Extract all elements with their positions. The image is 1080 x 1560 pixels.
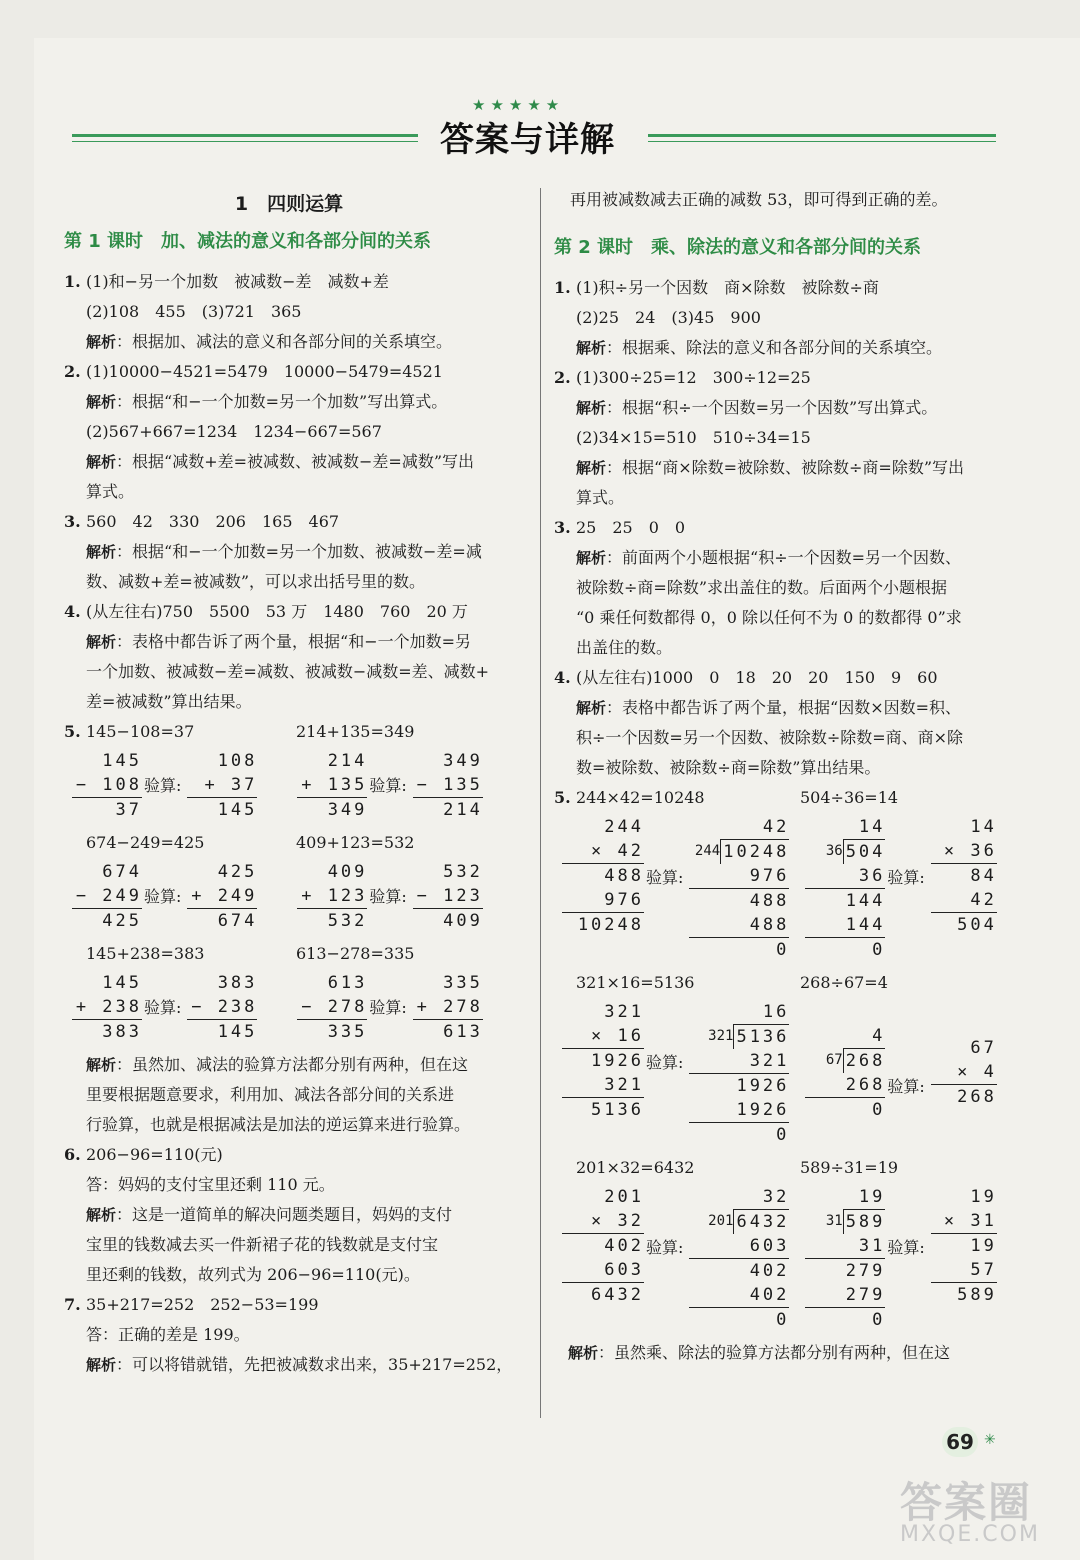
r-q3-analysis-c: “0 乘任何数都得 0，0 除以任何不为 0 的数都得 0”求 bbox=[576, 608, 962, 627]
q4-analysis-b: 一个加数、被减数−差=减数、被减数−减数=差、减数+ bbox=[86, 662, 490, 681]
multiplication-calc: 67 × 4 268 bbox=[931, 1036, 997, 1109]
r-q5-equations-1: 5. 244×42=10248 504÷36=14 bbox=[554, 788, 899, 807]
long-division: 4 67 268 268 0 bbox=[805, 1024, 885, 1122]
header-rule-right bbox=[648, 134, 996, 137]
q7-analysis: 解析：可以将错就错，先把被减数求出来，35+217=252， bbox=[86, 1355, 513, 1374]
r-q3-analysis-d: 出盖住的数。 bbox=[576, 638, 673, 657]
r-q4-answer: 4. (从左往右)1000 0 18 20 20 150 9 60 bbox=[554, 668, 938, 687]
q6-analysis-b: 宝里的钱数减去买一件新裙子花的钱数就是支付宝 bbox=[86, 1235, 439, 1254]
r-q5-row-3: 201 × 32 402 603 6432 验算: 32 201 6432 603 402 402 0 19 31 589 31 279 279 0 验算: 19 × 31 19 57 589 bbox=[562, 1185, 1000, 1332]
r-q1-answer-2: (2)25 24 (3)45 900 bbox=[576, 308, 761, 327]
r-q2-analysis-1: 解析：根据“积÷一个因数=另一个因数”写出算式。 bbox=[576, 398, 938, 417]
vertical-calc: 409 + 123 532 bbox=[297, 860, 367, 933]
vertical-calc: 108 + 37 145 bbox=[187, 749, 257, 822]
r-q4-analysis-c: 数=被除数、被除数÷商=除数”算出结果。 bbox=[576, 758, 881, 777]
long-division: 42 244 10248 976 488 488 0 bbox=[689, 815, 789, 962]
q4-answer: 4. (从左往右)750 5500 53 万 1480 760 20 万 bbox=[64, 602, 468, 621]
lesson-title-2: 第 2 课时 乘、除法的意义和各部分间的关系 bbox=[554, 237, 922, 258]
multiplication-calc: 14 × 36 84 42 504 bbox=[931, 815, 997, 937]
watermark-url: MXQE.COM bbox=[900, 1522, 1040, 1547]
q5-vertical-row-3: 145 + 238 383 验算: 383 − 238 145 613 − 278 335 验算: 335 + 278 613 bbox=[72, 971, 514, 1044]
r-q2-answer-2: (2)34×15=510 510÷34=15 bbox=[576, 428, 811, 447]
q2-analysis-1: 解析：根据“和−一个加数=另一个加数”写出算式。 bbox=[86, 392, 448, 411]
q4-analysis-c: 差=被减数”算出结果。 bbox=[86, 692, 252, 711]
vertical-calc: 674 − 249 425 bbox=[72, 860, 142, 933]
r-q5-equations-2: 321×16=5136 268÷67=4 bbox=[576, 973, 888, 992]
r-q3-answer: 3. 25 25 0 0 bbox=[554, 518, 686, 537]
continued-text: 再用被减数减去正确的减数 53，即可得到正确的差。 bbox=[570, 190, 948, 209]
q2-answer: 2. (1)10000−4521=5479 10000−5479=4521 bbox=[64, 362, 443, 381]
long-division: 14 36 504 36 144 144 0 bbox=[805, 815, 885, 962]
q2-answer-2: (2)567+667=1234 1234−667=567 bbox=[86, 422, 382, 441]
r-q3-analysis: 解析：前面两个小题根据“积÷一个因数=另一个因数、 bbox=[576, 548, 962, 567]
q7-answer-2: 答：正确的差是 199。 bbox=[86, 1325, 250, 1344]
header-stars: ★★★★★ bbox=[472, 96, 565, 114]
r-q5-row-1: 244 × 42 488 976 10248 验算: 42 244 10248 976 488 488 0 14 36 504 36 144 144 0 验算: 14 × 36 84 42 504 bbox=[562, 815, 1000, 962]
vertical-calc: 532 − 123 409 bbox=[413, 860, 483, 933]
q5-vertical-row-1: 145 − 108 37 验算: 108 + 37 145 214 + 135 349 验算: 349 − 135 214 bbox=[72, 749, 514, 822]
q3-answer: 3. 560 42 330 206 165 467 bbox=[64, 512, 340, 531]
vertical-calc: 145 − 108 37 bbox=[72, 749, 142, 822]
multiplication-calc: 321 × 16 1926 321 5136 bbox=[562, 1000, 644, 1122]
vertical-calc: 383 − 238 145 bbox=[187, 971, 257, 1044]
r-q5-analysis: 解析：虽然乘、除法的验算方法都分别有两种，但在这 bbox=[568, 1343, 951, 1362]
r-q5-row-2: 321 × 16 1926 321 5136 验算: 16 321 5136 321 1926 1926 0 4 67 268 268 0 验算: 67 × 4 268 bbox=[562, 1000, 1000, 1147]
q5-analysis-c: 行验算，也就是根据减法是加法的逆运算来进行验算。 bbox=[86, 1115, 471, 1134]
q5-equations-1: 5. 145−108=37 214+135=349 bbox=[64, 722, 415, 741]
q2-analysis-2b: 算式。 bbox=[86, 482, 135, 501]
q1-answer-2: (2)108 455 (3)721 365 bbox=[86, 302, 302, 321]
r-q2-answer: 2. (1)300÷25=12 300÷12=25 bbox=[554, 368, 811, 387]
watermark-logo: 答案圈 bbox=[900, 1478, 1033, 1527]
q5-equations-3: 145+238=383 613−278=335 bbox=[86, 944, 415, 963]
q5-vertical-row-2: 674 − 249 425 验算: 425 + 249 674 409 + 123 532 验算: 532 − 123 409 bbox=[72, 860, 514, 933]
page-title: 答案与详解 bbox=[440, 120, 615, 160]
long-division: 16 321 5136 321 1926 1926 0 bbox=[689, 1000, 789, 1147]
vertical-calc: 145 + 238 383 bbox=[72, 971, 142, 1044]
long-division: 19 31 589 31 279 279 0 bbox=[805, 1185, 885, 1332]
r-q2-analysis-2: 解析：根据“商×除数=被除数、被除数÷商=除数”写出 bbox=[576, 458, 965, 477]
q5-equations-2: 674−249=425 409+123=532 bbox=[86, 833, 415, 852]
q5-analysis: 解析：虽然加、减法的验算方法都分别有两种，但在这 bbox=[86, 1055, 469, 1074]
q3-analysis-b: 数、减数+差=被减数”，可以求出括号里的数。 bbox=[86, 572, 425, 591]
q3-analysis: 解析：根据“和−一个加数=另一个加数、被减数−差=减 bbox=[86, 542, 482, 561]
q6-analysis-c: 里还剩的钱数，故列式为 206−96=110(元)。 bbox=[86, 1265, 420, 1284]
column-divider bbox=[540, 188, 541, 1418]
r-q1-answer: 1. (1)积÷另一个因数 商×除数 被除数÷商 bbox=[554, 278, 879, 297]
page-number: 69 bbox=[942, 1427, 978, 1457]
chapter-title: 1 四则运算 bbox=[234, 193, 344, 215]
right-column bbox=[554, 185, 1000, 1368]
r-q5-equations-3: 201×32=6432 589÷31=19 bbox=[576, 1158, 899, 1177]
vertical-calc: 425 + 249 674 bbox=[187, 860, 257, 933]
star-icon: ✳ bbox=[984, 1432, 996, 1448]
q2-analysis-2: 解析：根据“减数+差=被减数、被减数−差=减数”写出 bbox=[86, 452, 475, 471]
r-q4-analysis-b: 积÷一个因数=另一个因数、被除数÷除数=商、商×除 bbox=[576, 728, 964, 747]
multiplication-calc: 19 × 31 19 57 589 bbox=[931, 1185, 997, 1307]
r-q3-analysis-b: 被除数÷商=除数”求出盖住的数。后面两个小题根据 bbox=[576, 578, 947, 597]
vertical-calc: 335 + 278 613 bbox=[413, 971, 483, 1044]
lesson-title-1: 第 1 课时 加、减法的意义和各部分间的关系 bbox=[64, 231, 432, 252]
long-division: 32 201 6432 603 402 402 0 bbox=[689, 1185, 789, 1332]
q6-analysis: 解析：这是一道简单的解决问题类题目，妈妈的支付 bbox=[86, 1205, 453, 1224]
vertical-calc: 349 − 135 214 bbox=[413, 749, 483, 822]
left-column bbox=[64, 185, 514, 1380]
q6-answer-2: 答：妈妈的支付宝里还剩 110 元。 bbox=[86, 1175, 335, 1194]
r-q4-analysis: 解析：表格中都告诉了两个量，根据“因数×因数=积、 bbox=[576, 698, 962, 717]
vertical-calc: 613 − 278 335 bbox=[297, 971, 367, 1044]
q5-analysis-b: 里要根据题意要求，利用加、减法各部分间的关系进 bbox=[86, 1085, 455, 1104]
q7-answer: 7. 35+217=252 252−53=199 bbox=[64, 1295, 319, 1314]
q4-analysis: 解析：表格中都告诉了两个量，根据“和−一个加数=另 bbox=[86, 632, 472, 651]
r-q1-analysis: 解析：根据乘、除法的意义和各部分间的关系填空。 bbox=[576, 338, 943, 357]
vertical-calc: 214 + 135 349 bbox=[297, 749, 367, 822]
multiplication-calc: 201 × 32 402 603 6432 bbox=[562, 1185, 644, 1307]
q1-answer: 1. (1)和−另一个加数 被减数−差 减数+差 bbox=[64, 272, 389, 291]
header-rule-right-thin bbox=[648, 141, 996, 142]
header-rule-left-thin bbox=[72, 141, 418, 142]
q1-analysis: 解析：根据加、减法的意义和各部分间的关系填空。 bbox=[86, 332, 453, 351]
r-q2-analysis-2b: 算式。 bbox=[576, 488, 625, 507]
q6-answer: 6. 206−96=110(元) bbox=[64, 1145, 223, 1164]
multiplication-calc: 244 × 42 488 976 10248 bbox=[562, 815, 644, 937]
header-rule-left bbox=[72, 134, 418, 137]
